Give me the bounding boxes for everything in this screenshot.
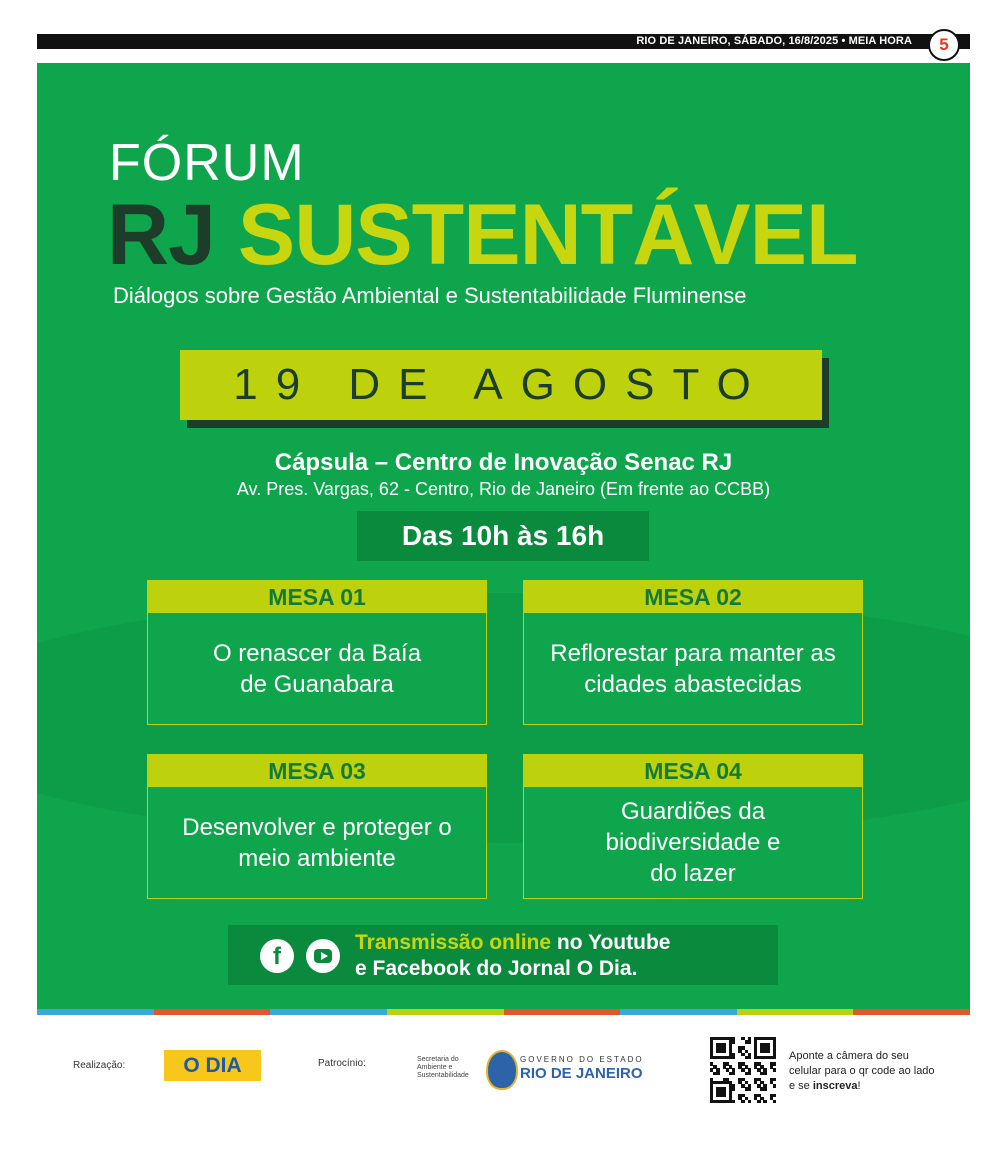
mesa-title: MESA 04 — [524, 755, 862, 787]
qr-instructions: Aponte a câmera do seu celular para o qr code ao lado e se inscreva! — [789, 1050, 935, 1092]
gov-line-1: GOVERNO DO ESTADO — [520, 1055, 644, 1064]
mesa-card-04 — [523, 754, 863, 899]
state-crest-icon — [486, 1050, 518, 1090]
stream-line-2: e Facebook do Jornal O Dia. — [355, 957, 638, 980]
mesa-card-02 — [523, 580, 863, 725]
mesa-topic: O renascer da Baía de Guanabara — [212, 639, 422, 698]
secretaria-text: Secretaria do Ambiente e Sustentabilidade — [417, 1056, 469, 1079]
stripe — [853, 1009, 970, 1015]
event-date: 19 DE AGOSTO — [180, 350, 822, 420]
facebook-icon[interactable]: f — [260, 939, 294, 973]
venue-address: Av. Pres. Vargas, 62 - Centro, Rio de Janeiro (Em frente ao CCBB) — [236, 479, 771, 499]
stream-line-1: Transmissão online no Youtube — [355, 931, 671, 954]
event-title: RJ SUSTENTÁVEL — [107, 187, 858, 283]
stripe — [37, 1009, 154, 1015]
stripe — [737, 1009, 854, 1015]
event-hours: Das 10h às 16h — [357, 511, 649, 561]
stripe — [387, 1009, 504, 1015]
patrocinio-label: Patrocínio: — [318, 1058, 366, 1069]
mesa-topic: Desenvolver e proteger o meio ambiente — [182, 813, 452, 872]
stripe — [270, 1009, 387, 1015]
color-stripes — [37, 1009, 970, 1015]
youtube-icon[interactable] — [306, 939, 340, 973]
mesa-title: MESA 02 — [524, 581, 862, 613]
dateline: RIO DE JANEIRO, SÁBADO, 16/8/2025 • MEIA HORA — [636, 35, 912, 47]
venue-name: Cápsula – Centro de Inovação Senac RJ — [274, 449, 733, 476]
event-poster — [37, 63, 970, 1015]
page-number: 5 — [928, 29, 960, 61]
forum-label: FÓRUM — [109, 134, 305, 192]
realizacao-label: Realização: — [73, 1060, 126, 1071]
mesa-topic: Reflorestar para manter as cidades abastecidas — [550, 639, 836, 698]
mesa-card-03 — [147, 754, 487, 899]
stripe — [504, 1009, 621, 1015]
qr-code[interactable] — [710, 1037, 776, 1103]
top-bar — [37, 34, 970, 49]
mesa-card-01 — [147, 580, 487, 725]
event-subtitle: Diálogos sobre Gestão Ambiental e Sustentabilidade Fluminense — [113, 283, 747, 308]
stripe — [154, 1009, 271, 1015]
gov-line-2: RIO DE JANEIRO — [520, 1065, 643, 1082]
o-dia-logo: O DIA — [164, 1050, 261, 1081]
mesa-topic: Guardiões da biodiversidade e do lazer — [605, 798, 781, 887]
stream-banner — [228, 925, 778, 985]
stripe — [620, 1009, 737, 1015]
mesa-title: MESA 01 — [148, 581, 486, 613]
mesa-title: MESA 03 — [148, 755, 486, 787]
